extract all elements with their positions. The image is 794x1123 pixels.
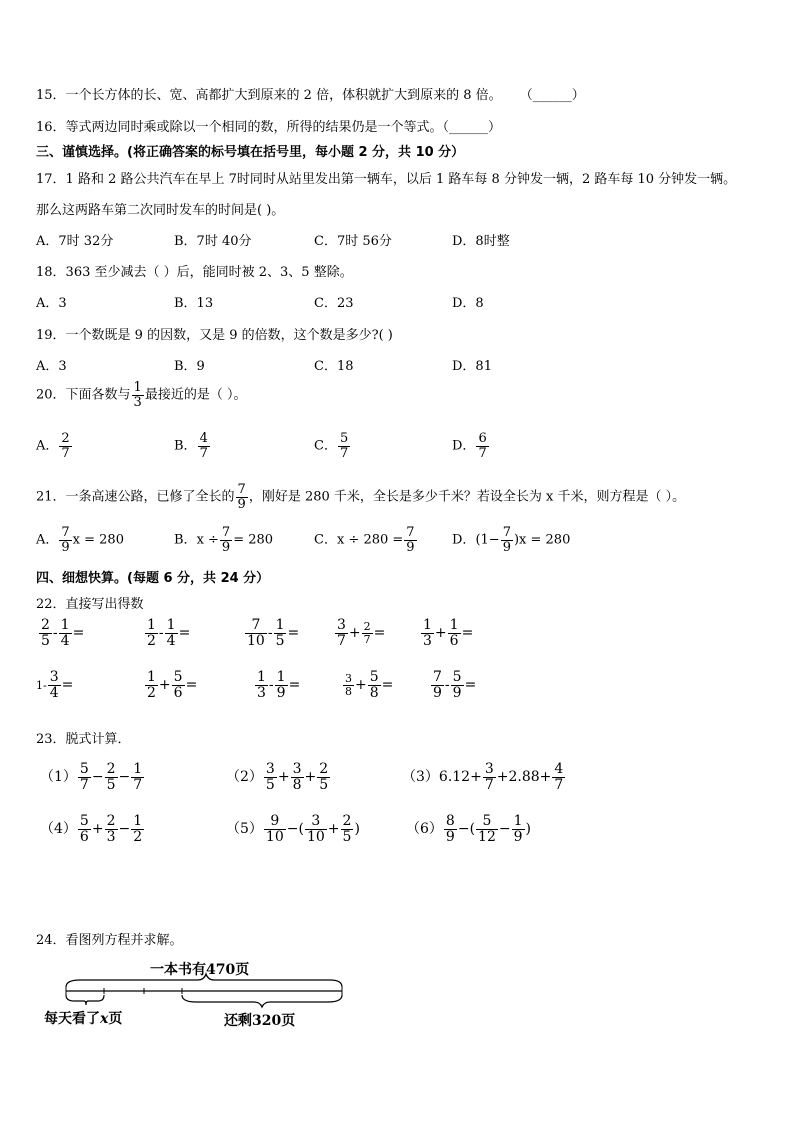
fraction xyxy=(198,432,210,460)
equation-tail: = 280 xyxy=(233,532,274,548)
numerator: 7 xyxy=(406,525,415,540)
numerator: 5 xyxy=(339,431,349,446)
numerator: 7 xyxy=(221,525,231,540)
option-d[interactable]: D．8 xyxy=(452,296,484,311)
calc-expression: 1- $\frac{3}{4}$ = xyxy=(36,669,74,701)
denominator: 7 xyxy=(339,445,349,461)
option-label: A． xyxy=(36,438,59,454)
book-pages-diagram xyxy=(40,955,360,1035)
option-a[interactable]: A．3 xyxy=(36,359,67,374)
numerator: 7 xyxy=(502,525,511,540)
option-c[interactable]: C．18 xyxy=(314,359,354,374)
fraction xyxy=(501,526,513,554)
calc-expression: （6） $\frac{8}{9}$ −( $\frac{5}{12}$ − $\frac{1}{9}$ ) xyxy=(406,813,531,845)
question-21-suffix: ，刚好是 280 千米，全长是多少千米？若设全长为 x 千米，则方程是（ ）。 xyxy=(248,489,686,505)
question-18: 18．363 至少减去（ ）后，能同时被 2、3、5 整除。 xyxy=(36,265,353,280)
option-a[interactable] xyxy=(36,432,73,460)
question-20 xyxy=(36,381,246,409)
numerator: 6 xyxy=(478,431,487,446)
question-21 xyxy=(36,483,685,511)
option-a[interactable] xyxy=(36,526,124,554)
option-a[interactable]: A．3 xyxy=(36,296,67,311)
denominator: 9 xyxy=(406,539,415,555)
option-c[interactable]: C．23 xyxy=(314,296,354,311)
denominator: 9 xyxy=(221,539,231,555)
question-20-suffix: 最接近的是（ ）。 xyxy=(144,387,247,403)
option-label: A． xyxy=(36,532,59,548)
numerator: 7 xyxy=(237,482,246,497)
option-b[interactable] xyxy=(174,526,273,554)
section-4-heading: 四、细想快算。(每题 6 分，共 24 分） xyxy=(36,571,270,586)
option-a[interactable]: A．7时 32分 xyxy=(36,234,114,249)
calc-expression: （1） $\frac{5}{7}$ − $\frac{2}{5}$ − $\frac{1}{7}$ xyxy=(40,761,143,793)
question-21-prefix: 21．一条高速公路，已修了全长的 xyxy=(36,489,235,505)
calc-expression: $\frac{1}{2}$ + $\frac{5}{6}$ = xyxy=(147,669,198,701)
question-23: 23．脱式计算． xyxy=(36,732,131,747)
fraction xyxy=(476,432,488,460)
option-b[interactable] xyxy=(174,432,211,460)
option-d[interactable]: D．8时整 xyxy=(452,234,510,249)
question-17-line1: 17．1 路和 2 路公共汽车在早上 7时同时从站里发出第一辆车，以后 1 路车每 8 分钟发一辆，2 路车每 10 分钟发一辆。 xyxy=(36,172,737,187)
calc-expression: （3）6.12+ $\frac{3}{7}$ +2.88+ $\frac{4}{7}$ xyxy=(402,761,564,793)
denominator: 7 xyxy=(199,445,208,461)
denominator: 9 xyxy=(502,539,511,555)
calc-expression: $\frac{3}{8}$ + $\frac{5}{8}$ = xyxy=(345,669,394,701)
fraction xyxy=(59,526,71,554)
option-label: C． xyxy=(314,532,337,548)
calc-expression: $\frac{1}{2}$ - $\frac{1}{4}$ = xyxy=(147,617,191,649)
option-c[interactable]: C．7时 56分 xyxy=(314,234,392,249)
option-c[interactable] xyxy=(314,432,351,460)
variable-x: x xyxy=(100,1011,109,1027)
option-label: B． xyxy=(174,532,197,548)
equation-head: x ÷ xyxy=(196,532,219,548)
denominator: 9 xyxy=(237,496,246,512)
denominator: 3 xyxy=(133,394,142,410)
answer-blank[interactable]: （______） xyxy=(519,88,585,103)
calc-expression: $\frac{7}{9}$ - $\frac{5}{9}$ = xyxy=(433,669,477,701)
fraction xyxy=(338,432,350,460)
question-22: 22．直接写出得数 xyxy=(36,597,144,612)
option-c[interactable] xyxy=(314,526,418,554)
calc-expression: $\frac{7}{10}$ - $\frac{1}{5}$ = xyxy=(247,617,300,649)
calc-expression: $\frac{2}{5}$ - $\frac{1}{4}$ = xyxy=(41,617,85,649)
option-b[interactable]: B．7时 40分 xyxy=(174,234,252,249)
fraction xyxy=(132,381,144,409)
fraction xyxy=(404,526,416,554)
numerator: 1 xyxy=(133,380,142,395)
question-17-line2: 那么这两路车第二次同时发车的时间是( )。 xyxy=(36,203,285,218)
unit-text: 页 xyxy=(108,1011,123,1027)
option-label: D． xyxy=(452,532,476,548)
option-label: B． xyxy=(174,438,197,454)
section-3-heading: 三、谨慎选择。(将正确答案的标号填在括号里，每小题 2 分，共 10 分） xyxy=(36,145,465,160)
equation-head: (1− xyxy=(475,532,500,548)
diagram-remaining-label: 还剩320页 xyxy=(224,1013,296,1029)
calc-expression: （4） $\frac{5}{6}$ + $\frac{2}{3}$ − $\frac{1}{2}$ xyxy=(40,813,143,845)
denominator: 7 xyxy=(478,445,487,461)
numerator: 4 xyxy=(199,431,208,446)
fraction xyxy=(59,432,71,460)
calc-expression: $\frac{1}{3}$ - $\frac{1}{9}$ = xyxy=(257,669,301,701)
option-d[interactable]: D．81 xyxy=(452,359,492,374)
option-d[interactable] xyxy=(452,526,570,554)
option-d[interactable] xyxy=(452,432,490,460)
question-15-text: 15．一个长方体的长、宽、高都扩大到原来的 2 倍，体积就扩大到原来的 8 倍。 xyxy=(36,88,502,103)
equation-head: x ÷ 280 = xyxy=(336,532,404,548)
fraction xyxy=(220,526,232,554)
fraction xyxy=(236,483,248,511)
numerator: 2 xyxy=(61,431,70,446)
diagram-daily-label xyxy=(44,1008,122,1028)
denominator: 7 xyxy=(61,445,70,461)
question-15 xyxy=(36,84,585,103)
calc-expression: （2） $\frac{3}{5}$ + $\frac{3}{8}$ + $\frac{2}{5}$ xyxy=(226,761,329,793)
question-16: 16．等式两边同时乘或除以一个相同的数，所得的结果仍是一个等式。（______） xyxy=(36,120,502,135)
question-19: 19．一个数既是 9 的因数，又是 9 的倍数，这个数是多少?( ) xyxy=(36,328,393,343)
equation-tail: )x = 280 xyxy=(513,532,571,548)
calc-expression: （5） $\frac{9}{10}$ −( $\frac{3}{10}$ + $\frac{2}{5}$ ) xyxy=(226,813,360,845)
diagram-total-label: 一本书有470页 xyxy=(150,962,250,978)
option-label: C． xyxy=(314,438,337,454)
calc-expression: $\frac{1}{3}$ + $\frac{1}{6}$ = xyxy=(423,617,474,649)
option-b[interactable]: B．13 xyxy=(174,296,214,311)
denominator: 9 xyxy=(61,539,70,555)
numerator: 7 xyxy=(61,525,70,540)
daily-label-text: 每天看了 xyxy=(44,1011,100,1027)
question-24: 24．看图列方程并求解。 xyxy=(36,933,183,948)
option-b[interactable]: B．9 xyxy=(174,359,205,374)
equation-tail: x = 280 xyxy=(72,532,124,548)
option-label: D． xyxy=(452,438,476,454)
calc-expression: $\frac{3}{7}$ + $\frac{2}{7}$ = xyxy=(337,617,386,649)
question-20-prefix: 20．下面各数与 xyxy=(36,387,131,403)
